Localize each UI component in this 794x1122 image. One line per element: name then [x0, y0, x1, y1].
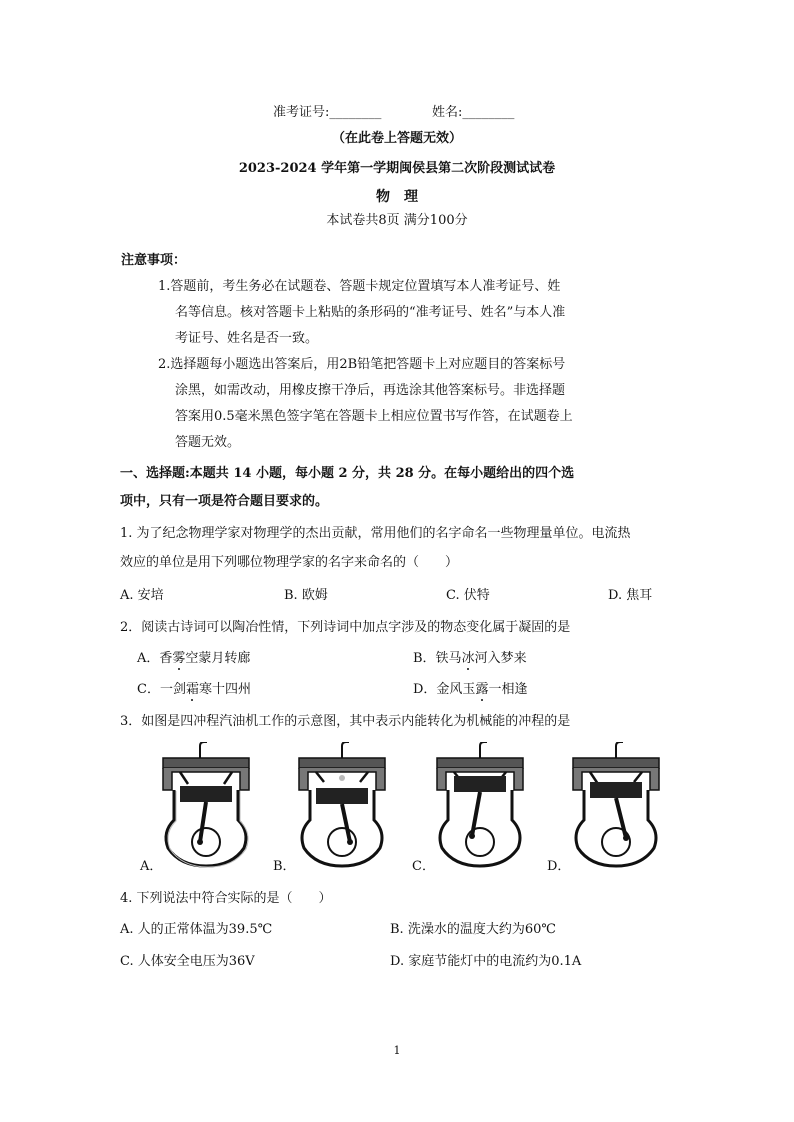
q1-option-c: C. 伏特 — [446, 588, 490, 603]
q3-label-d: D． — [547, 859, 571, 874]
page-number: 1 — [393, 1044, 401, 1057]
engine-diagram-d — [570, 742, 662, 868]
exam-title: 2023-2024 学年第一学期闽侯县第二次阶段测试试卷 — [238, 161, 556, 176]
section-heading-cont: 项中，只有一项是符合题目要求的。 — [120, 494, 329, 509]
engine-diagram-b — [296, 742, 388, 868]
q2-stem: 2．阅读古诗词可以陶冶性情，下列诗词中加点字涉及的物态变化属于凝固的是 — [120, 620, 571, 635]
q1-option-a: A. 安培 — [120, 588, 164, 603]
q1-option-d: D. 焦耳 — [608, 588, 653, 603]
q1-option-b: B. 欧姆 — [284, 588, 328, 603]
paper-info: 本试卷共8页 满分100分 — [326, 213, 468, 228]
emphasis-char: 冰 — [461, 651, 475, 666]
subject-title: 物 理 — [376, 189, 418, 205]
q3-label-b: B． — [273, 859, 296, 874]
note-line: 2.选择题每小题选出答案后，用2B铅笔把答题卡上对应题目的答案标号 — [158, 357, 566, 372]
q4-option-d: D. 家庭节能灯中的电流约为0.1A — [390, 954, 582, 969]
q3-label-c: C． — [412, 859, 435, 874]
q1-stem: 1. 为了纪念物理学家对物理学的杰出贡献，常用他们的名字命名一些物理量单位。电流热 — [120, 526, 631, 541]
note-line: 考证号、姓名是否一致。 — [175, 331, 319, 346]
q3-label-a: A． — [140, 859, 163, 874]
q2-option-b: B．铁马冰河入梦来 — [413, 651, 527, 666]
engine-diagram-c — [434, 742, 526, 868]
note-line: 涂黑，如需改动，用橡皮擦干净后，再选涂其他答案标号。非选择题 — [175, 383, 566, 398]
emphasis-char: 雾 — [172, 651, 186, 666]
q2-option-a: A．香雾空蒙月转廊 — [137, 651, 251, 666]
note-line: 答案用0.5毫米黑色签字笔在答题卡上相应位置书写作答，在试题卷上 — [175, 409, 573, 424]
emphasis-char: 霜 — [185, 682, 199, 697]
q4-option-b: B. 洗澡水的温度大约为60℃ — [390, 922, 556, 937]
note-line: 答题无效。 — [175, 435, 241, 450]
q4-option-c: C. 人体安全电压为36V — [120, 954, 255, 969]
note-line: 1.答题前，考生务必在试题卷、答题卡规定位置填写本人准考证号、姓 — [158, 279, 561, 294]
exam-id-field: 准考证号:________ — [273, 105, 382, 120]
invalid-note: （在此卷上答题无效） — [331, 131, 462, 146]
q4-stem: 4. 下列说法中符合实际的是（ ） — [120, 891, 332, 906]
q2-option-d: D．金风玉露一相逢 — [413, 682, 528, 697]
section-heading: 一、选择题:本题共 14 小题，每小题 2 分，共 28 分。在每小题给出的四个选 — [120, 466, 575, 481]
name-field: 姓名:________ — [432, 105, 515, 120]
q4-option-a: A. 人的正常体温为39.5℃ — [120, 922, 273, 937]
notes-heading: 注意事项： — [121, 253, 187, 268]
q2-option-c: C．一剑霜寒十四州 — [137, 682, 251, 697]
q3-stem: 3．如图是四冲程汽油机工作的示意图，其中表示内能转化为机械能的冲程的是 — [120, 714, 571, 729]
emphasis-char: 露 — [475, 682, 489, 697]
note-line: 名等信息。核对答题卡上粘贴的条形码的“准考证号、姓名”与本人准 — [175, 305, 566, 320]
engine-diagram-a — [160, 742, 252, 868]
q1-stem-cont: 效应的单位是用下列哪位物理学家的名字来命名的（ ） — [120, 555, 459, 570]
